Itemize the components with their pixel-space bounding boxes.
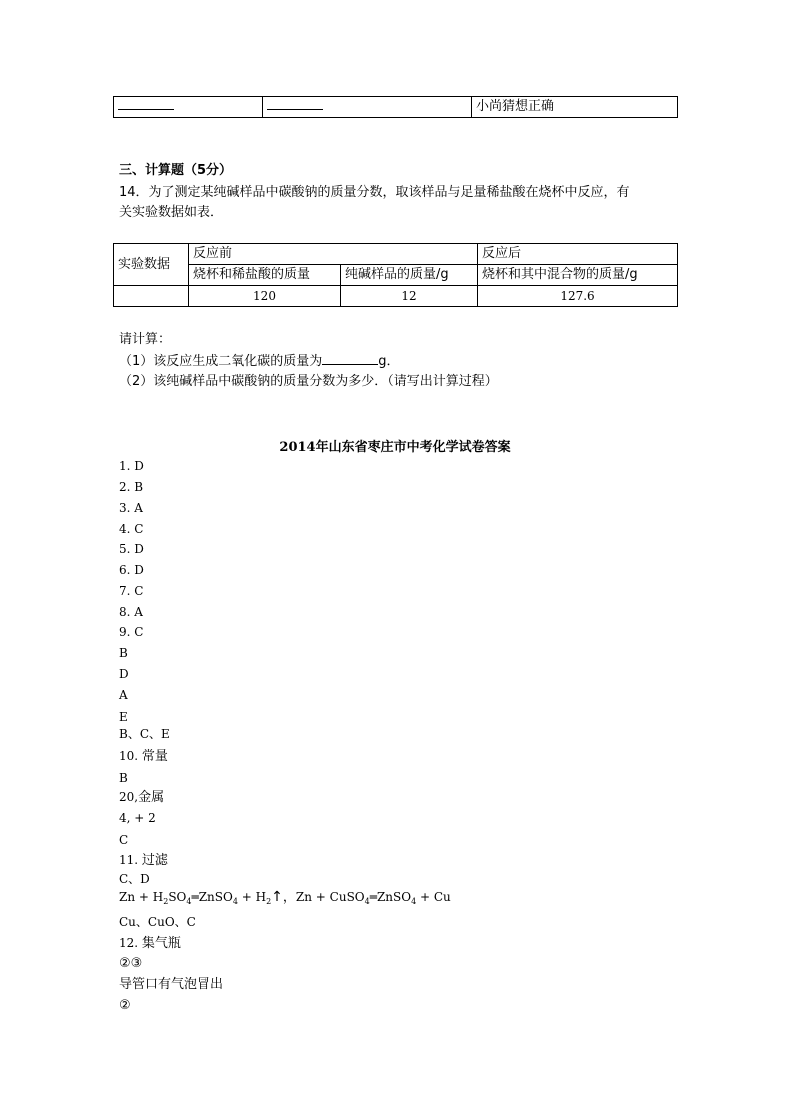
equation-subscript: 2 [163, 897, 169, 906]
answer-11 [119, 851, 168, 870]
answer-6: 6. D [119, 563, 144, 577]
answer-9: 9. C [119, 625, 144, 639]
section-heading: 三、计算题（5分） [119, 163, 233, 178]
answer-line: Cu、CuO、C [119, 915, 196, 929]
after-header: 反应后 [478, 244, 678, 265]
experiment-data-table [113, 243, 678, 307]
gas-arrow-icon: ↑ [271, 889, 283, 905]
answer-2: 2. B [119, 480, 144, 494]
equation-subscript: 2 [266, 897, 272, 906]
answer-3: 3. A [119, 501, 143, 515]
calc-intro: 请计算： [119, 332, 172, 347]
top-answer-table [113, 96, 678, 118]
equation-subscript: 4 [232, 897, 238, 906]
answer-line: ②③ [119, 956, 143, 971]
answer-12-number: 12. [119, 936, 139, 950]
equation-part: ═ZnSO [191, 890, 233, 904]
answer-number: 20, [119, 790, 139, 804]
answer-11-text: 过滤 [141, 853, 168, 868]
equation-part: Zn + H [119, 890, 164, 904]
answer-10 [119, 747, 168, 766]
equation-part: Zn + CuSO [295, 890, 365, 904]
value-cell-1: 120 [189, 286, 341, 307]
equation-subscript: 4 [186, 897, 192, 906]
equation-part: ═ZnSO [369, 890, 412, 904]
equation-separator: ， [282, 890, 296, 905]
answer-line: A [119, 688, 128, 702]
empty-cell [114, 286, 189, 307]
calc-q1-suffix: g． [378, 354, 400, 369]
answer-line: 4, + 2 [119, 811, 156, 825]
answer-5: 5. D [119, 542, 144, 556]
equation-subscript: 4 [411, 897, 417, 906]
chemical-equation [119, 888, 451, 911]
col3-header: 烧杯和其中混合物的质量/g [478, 265, 678, 286]
col2-header: 纯碱样品的质量/g [341, 265, 478, 286]
equation-part: + Cu [416, 890, 451, 904]
equation-part: + H [237, 890, 267, 904]
fill-blank[interactable] [322, 352, 378, 365]
top-table-blank-cell-2 [263, 97, 472, 118]
calc-question-1 [119, 352, 400, 371]
answer-line: ② [119, 998, 131, 1013]
calc-q1-prefix: （1）该反应生成二氧化碳的质量为 [119, 354, 323, 369]
calc-question-2: （2）该纯碱样品中碳酸钠的质量分数为多少．（请写出计算过程） [119, 374, 498, 389]
col1-header: 烧杯和稀盐酸的质量 [189, 265, 341, 286]
answer-line: B [119, 771, 128, 785]
answer-10-number: 10. [119, 749, 139, 763]
top-table-blank-cell-1 [114, 97, 263, 118]
fill-blank[interactable] [118, 97, 174, 110]
answer-line: C [119, 833, 129, 847]
answer-line: 导管口有气泡冒出 [119, 977, 224, 992]
answer-1: 1. D [119, 459, 144, 473]
row-label-cell: 实验数据 [114, 244, 189, 286]
fill-blank[interactable] [267, 97, 323, 110]
equation-subscript: 4 [364, 897, 370, 906]
answer-10-text: 常量 [141, 749, 168, 764]
answer-line: B [119, 646, 128, 660]
question-14-line-1: 14．为了测定某纯碱样品中碳酸钠的质量分数，取该样品与足量稀盐酸在烧杯中反应，有 [119, 185, 630, 200]
answer-12 [119, 934, 181, 953]
question-14-line-2: 关实验数据如表． [119, 205, 224, 220]
answer-line: E [119, 710, 128, 724]
before-header: 反应前 [189, 244, 478, 265]
value-cell-3: 127.6 [478, 286, 678, 307]
answer-text: 金属 [138, 790, 165, 805]
answer-line [119, 788, 164, 807]
answer-line: B、C、E [119, 727, 170, 741]
answer-line: D [119, 667, 129, 681]
answer-11-number: 11. [119, 853, 139, 867]
answer-8: 8. A [119, 605, 143, 619]
equation-part: SO [168, 890, 187, 904]
top-table-cell-3: 小尚猜想正确 [472, 97, 678, 118]
answer-12-text: 集气瓶 [141, 936, 181, 951]
answer-4: 4. C [119, 522, 144, 536]
answers-title: 2014年山东省枣庄市中考化学试卷答案 [279, 440, 511, 455]
answer-7: 7. C [119, 584, 144, 598]
answer-line: C、D [119, 872, 150, 886]
value-cell-2: 12 [341, 286, 478, 307]
